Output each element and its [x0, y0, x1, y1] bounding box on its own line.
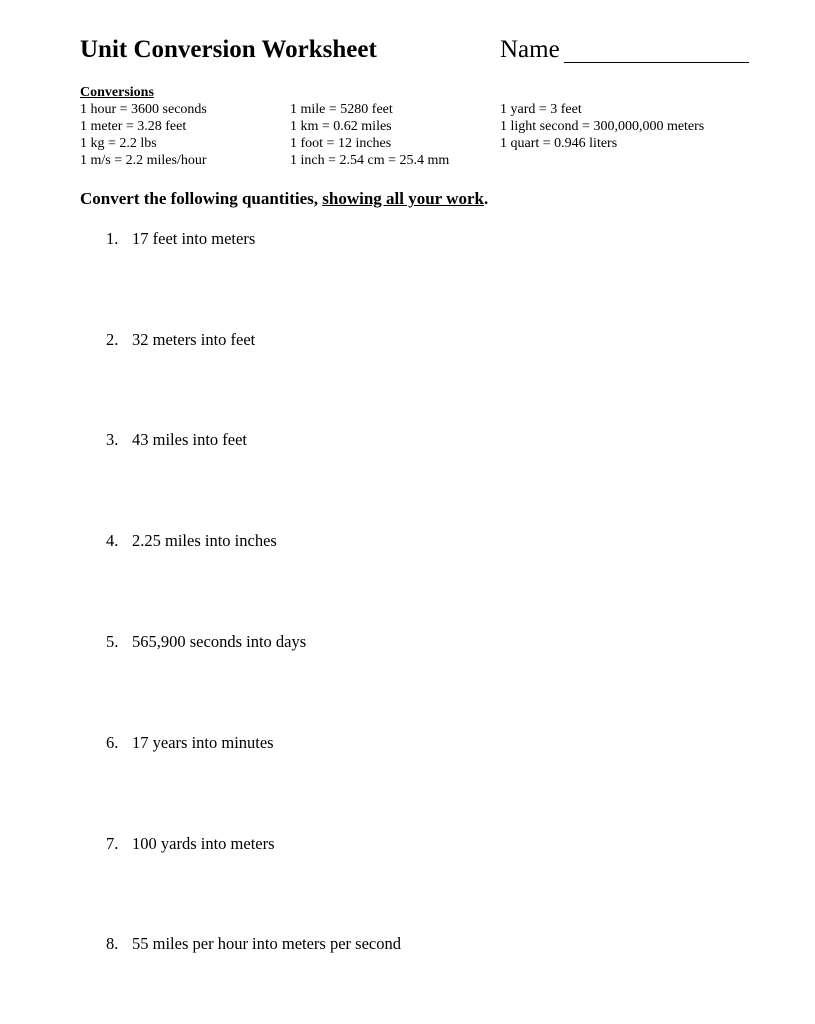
conversions-column-3 — [500, 101, 704, 152]
conversion-item: 1 m/s = 2.2 miles/hour — [80, 153, 207, 168]
conversion-item: 1 hour = 3600 seconds — [80, 102, 207, 117]
question-number: 1. — [106, 229, 119, 248]
instructions-prefix: Convert the following quantities, — [80, 189, 323, 208]
question-number: 4. — [106, 531, 119, 550]
conversions-column-1 — [80, 101, 207, 169]
instructions-emphasis: showing all your work — [322, 189, 484, 208]
conversion-item: 1 foot = 12 inches — [290, 136, 392, 151]
question-number: 2. — [106, 330, 119, 349]
conversion-item: 1 meter = 3.28 feet — [80, 119, 187, 134]
question-number: 7. — [106, 834, 119, 853]
question-item — [106, 833, 275, 855]
question-text: 100 yards into meters — [132, 834, 275, 853]
conversions-heading: Conversions — [80, 85, 154, 100]
question-item — [106, 732, 274, 754]
question-number: 5. — [106, 632, 119, 651]
worksheet-title: Unit Conversion Worksheet — [80, 36, 377, 63]
question-text: 565,900 seconds into days — [132, 632, 307, 651]
question-item — [106, 933, 401, 955]
conversion-item: 1 kg = 2.2 lbs — [80, 136, 157, 151]
question-item — [106, 228, 255, 250]
question-number: 6. — [106, 733, 119, 752]
conversions-column-2 — [290, 101, 449, 169]
question-item — [106, 329, 255, 351]
name-blank-line — [564, 34, 749, 63]
question-item — [106, 429, 247, 451]
question-number: 8. — [106, 934, 119, 953]
question-text: 55 miles per hour into meters per second — [132, 934, 401, 953]
question-text: 17 years into minutes — [132, 733, 274, 752]
question-text: 32 meters into feet — [132, 330, 256, 349]
question-text: 43 miles into feet — [132, 430, 248, 449]
question-number: 3. — [106, 430, 119, 449]
instructions — [80, 188, 488, 210]
question-text: 17 feet into meters — [132, 229, 256, 248]
conversion-item: 1 quart = 0.946 liters — [500, 136, 618, 151]
conversion-item: 1 inch = 2.54 cm = 25.4 mm — [290, 153, 450, 168]
conversion-item: 1 mile = 5280 feet — [290, 102, 393, 117]
conversion-item: 1 km = 0.62 miles — [290, 119, 392, 134]
question-text: 2.25 miles into inches — [132, 531, 277, 550]
question-item — [106, 631, 306, 653]
conversion-item: 1 light second = 300,000,000 meters — [500, 119, 705, 134]
conversion-item: 1 yard = 3 feet — [500, 102, 582, 117]
name-label: Name — [500, 36, 560, 63]
instructions-suffix: . — [483, 189, 489, 208]
question-item — [106, 530, 277, 552]
name-field — [500, 34, 749, 66]
